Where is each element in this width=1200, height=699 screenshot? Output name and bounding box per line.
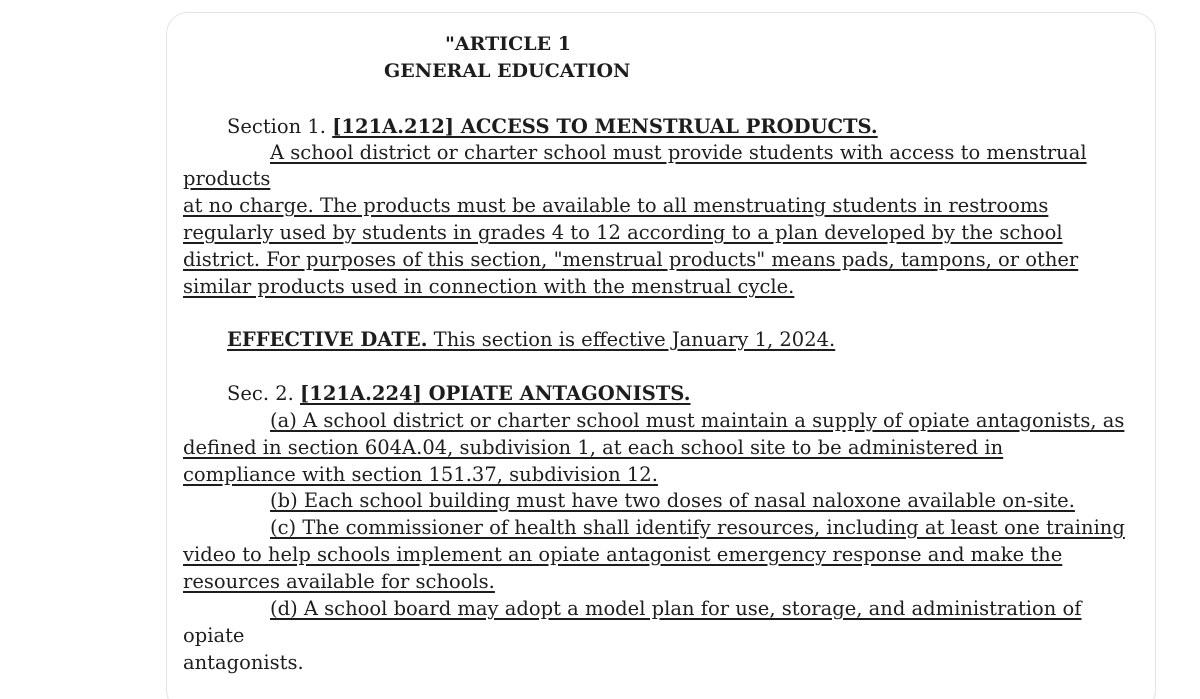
section2-line: (a) A school district or charter school must maintain a supply of opiate antagonists, as [270, 409, 1125, 432]
section2-heading [227, 383, 690, 405]
section1-line: similar products used in connection with the menstrual cycle. [183, 275, 795, 298]
section1-prefix: Section 1. [227, 115, 333, 138]
section2-line: (c) The commissioner of health shall identify resources, including at least one training [270, 516, 1125, 539]
effective-date-text: This section is effective January 1, 2024. [427, 328, 836, 351]
article-title: "ARTICLE 1 [445, 33, 571, 55]
section2-line: (d) A school board may adopt a model plan for use, storage, and administration of [270, 597, 1082, 620]
section1-line: products [183, 167, 271, 190]
section2-prefix: Sec. 2. [227, 382, 301, 405]
effective-date [227, 329, 835, 351]
section1-line: A school district or charter school must provide students with access to menstrual [270, 141, 1087, 164]
effective-date-label: EFFECTIVE DATE. [227, 328, 428, 351]
section1-line: regularly used by students in grades 4 to 12 according to a plan developed by the school [183, 221, 1063, 244]
section2-line: (b) Each school building must have two doses of nasal naloxone available on-site. [270, 489, 1075, 512]
section1-line: district. For purposes of this section, "menstrual products" means pads, tampons, or other [183, 248, 1079, 271]
section2-line: resources available for schools. [183, 570, 495, 593]
section2-line: antagonists. [183, 651, 304, 674]
section1-line: at no charge. The products must be available to all menstruating students in restrooms [183, 194, 1049, 217]
section2-line: video to help schools implement an opiate antagonist emergency response and make the [183, 543, 1063, 566]
section1-code: [121A.212] [332, 115, 454, 138]
section2-title: OPIATE ANTAGONISTS. [421, 382, 691, 405]
section1-heading [227, 116, 878, 138]
article-subtitle: GENERAL EDUCATION [384, 60, 631, 82]
section2-line: defined in section 604A.04, subdivision 1, at each school site to be administered in [183, 436, 1004, 459]
section2-line: compliance with section 151.37, subdivision 12. [183, 463, 658, 486]
section2-code: [121A.224] [300, 382, 422, 405]
section1-title: ACCESS TO MENSTRUAL PRODUCTS. [453, 115, 878, 138]
section2-line: opiate [183, 624, 245, 647]
